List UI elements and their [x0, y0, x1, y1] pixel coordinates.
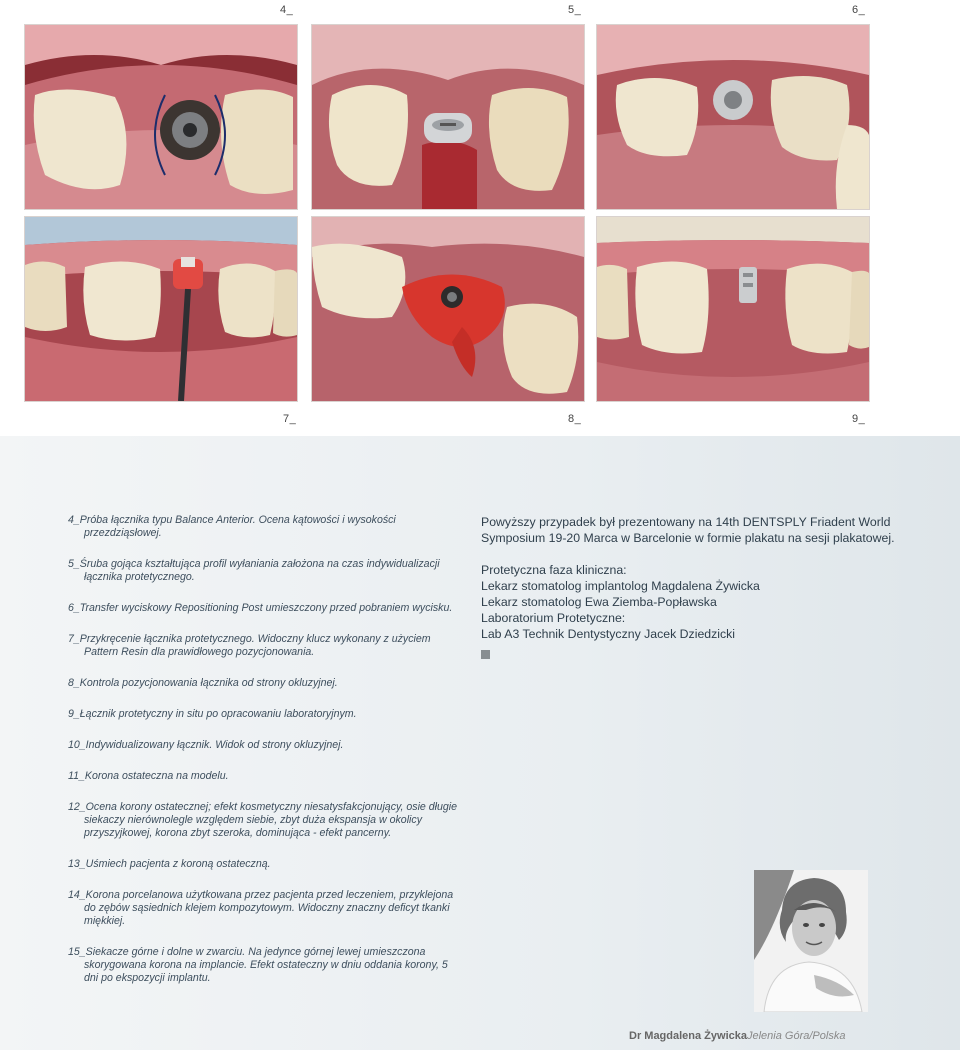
figure-number-8: 8_ — [568, 413, 582, 425]
figure-number-7: 7_ — [283, 413, 297, 425]
clinical-photo-5 — [311, 24, 585, 210]
figure-number-5: 5_ — [568, 4, 582, 16]
end-mark — [481, 650, 490, 659]
caption-11: 11_Korona ostateczna na modelu. — [68, 770, 229, 782]
clinical-doctor-1: Lekarz stomatolog implantolog Magdalena Żywicka — [481, 579, 760, 593]
clinical-phase-heading: Protetyczna faza kliniczna: — [481, 563, 627, 577]
author-signature — [629, 1030, 845, 1042]
caption-4: 4_Próba łącznika typu Balance Anterior. Ocena kątowości i wysokości przezdziąsłowej. — [68, 514, 396, 539]
figure-number-9: 9_ — [852, 413, 866, 425]
caption-7: 7_Przykręcenie łącznika protetycznego. Widoczny klucz wykonany z użyciem Pattern Resin dla prawidłowego pozycjonowania. — [68, 633, 431, 658]
clinical-doctor-2: Lekarz stomatolog Ewa Ziemba-Popławska — [481, 595, 717, 609]
lab-technician: Lab A3 Technik Dentystyczny Jacek Dziedzicki — [481, 627, 736, 641]
author-place: Jelenia Góra/Polska — [747, 1030, 846, 1042]
caption-8: 8_Kontrola pozycjonowania łącznika od strony okluzyjnej. — [68, 677, 338, 689]
caption-14: 14_Korona porcelanowa użytkowana przez pacjenta przed leczeniem, przyklejona do zębów sąsiednich klejem kompozytowym. Widoczny znaczny deficyt tkanki miękkiej. — [68, 889, 454, 927]
caption-5: 5_Śruba gojąca kształtująca profil wyłaniania założona na czas indywidualizacji łącznika protetycznego. — [68, 558, 440, 583]
figure-number-6: 6_ — [852, 4, 866, 16]
caption-13: 13_Uśmiech pacjenta z koroną ostateczną. — [68, 858, 271, 870]
figure-captions — [68, 514, 460, 1003]
author-name: Dr Magdalena Żywicka — [629, 1030, 747, 1042]
author-portrait — [754, 870, 868, 1012]
caption-15: 15_Siekacze górne i dolne w zwarciu. Na jedynce górnej lewej umieszczona skorygowana korona na implancie. Efekt ostateczny w dniu oddania korony, 5 dni po ekspozycji implantu. — [68, 946, 448, 984]
clinical-photo-4 — [24, 24, 298, 210]
caption-6: 6_Transfer wyciskowy Repositioning Post umieszczony przed pobraniem wycisku. — [68, 602, 453, 614]
case-info — [481, 514, 901, 659]
lab-heading: Laboratorium Protetyczne: — [481, 611, 626, 625]
caption-10: 10_Indywidualizowany łącznik. Widok od strony okluzyjnej. — [68, 739, 344, 751]
figure-number-4: 4_ — [280, 4, 294, 16]
clinical-photo-9 — [596, 216, 870, 402]
caption-9: 9_Łącznik protetyczny in situ po opracowaniu laboratoryjnym. — [68, 708, 357, 720]
clinical-photo-8 — [311, 216, 585, 402]
caption-12: 12_Ocena korony ostatecznej; efekt kosmetyczny niesatysfakcjonujący, osie długie siekaczy nierównolegle względem siebie, zbyt duża ekspansja w okolicy przyszyjkowej, korona zbyt szeroka, dominująca - efekt pancerny. — [68, 801, 458, 839]
clinical-photo-7 — [24, 216, 298, 402]
clinical-photo-6 — [596, 24, 870, 210]
presentation-note: Powyższy przypadek był prezentowany na 14th DENTSPLY Friadent World Symposium 19-20 Marca w Barcelonie w formie plakatu na sesji plakatowej. — [481, 515, 895, 545]
